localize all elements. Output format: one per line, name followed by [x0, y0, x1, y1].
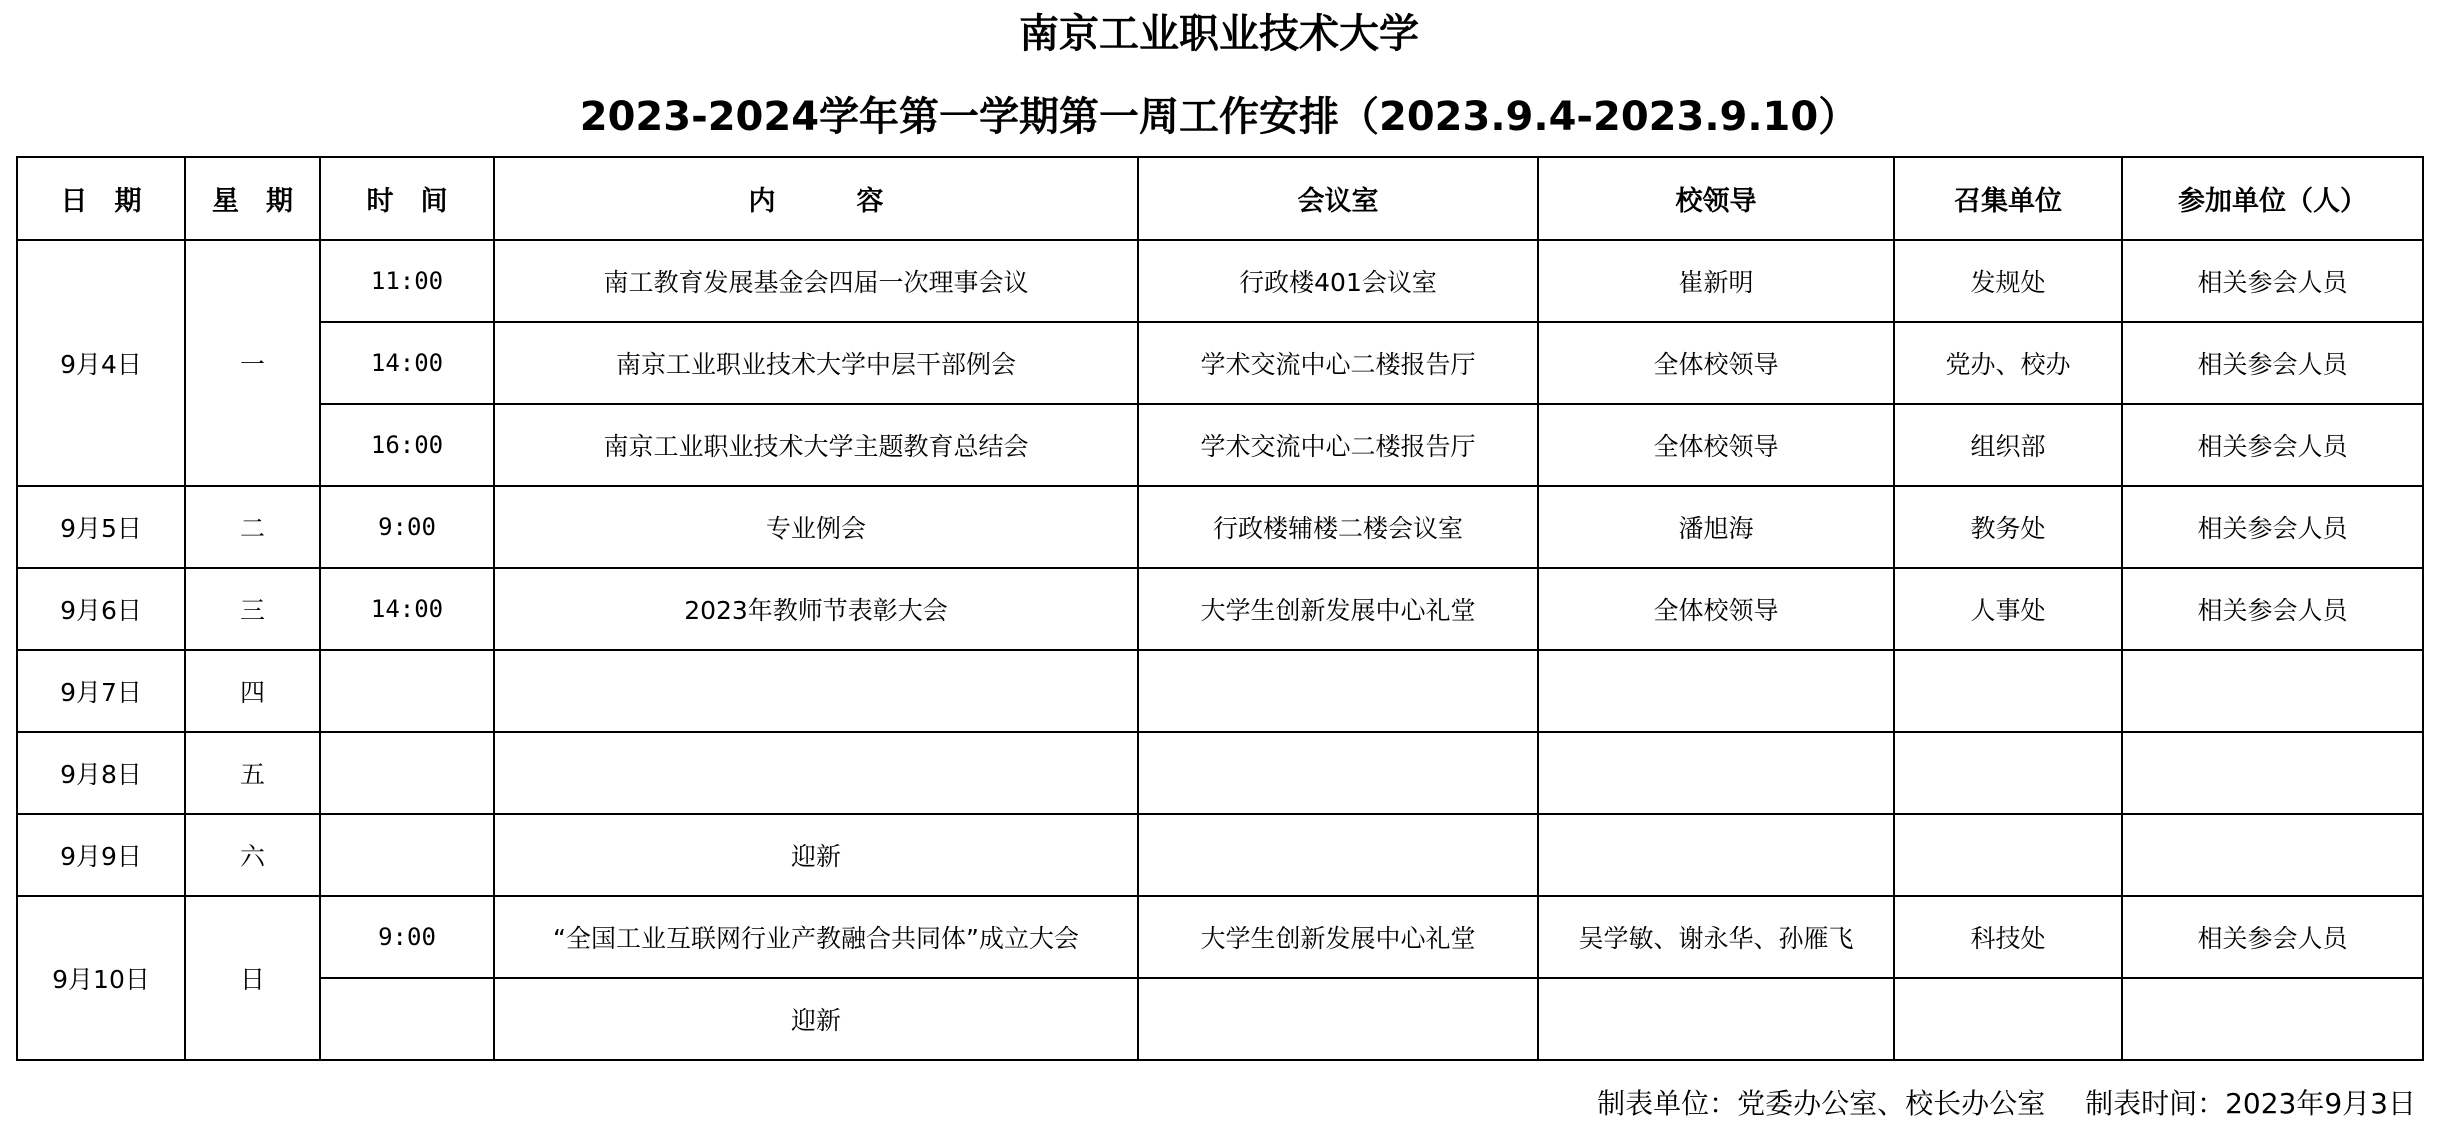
weekday-cell: 一	[185, 240, 320, 486]
content-cell: 南京工业职业技术大学主题教育总结会	[494, 404, 1138, 486]
content-cell: 2023年教师节表彰大会	[494, 568, 1138, 650]
table-row	[17, 978, 2423, 1060]
footer	[1587, 1082, 2416, 1122]
footer-unit-label: 制表单位：	[1597, 1087, 1738, 1120]
time-cell: 14:00	[320, 322, 494, 404]
time-cell: 14:00	[320, 568, 494, 650]
participants-cell	[2122, 732, 2423, 814]
room-cell	[1138, 732, 1538, 814]
time-cell	[320, 978, 494, 1060]
room-cell: 大学生创新发展中心礼堂	[1138, 568, 1538, 650]
schedule-body	[17, 240, 2423, 1060]
room-cell	[1138, 814, 1538, 896]
content-cell: 迎新	[494, 814, 1138, 896]
column-header-convener: 召集单位	[1894, 157, 2122, 240]
schedule-table	[16, 156, 2424, 1061]
date-cell: 9月8日	[17, 732, 185, 814]
date-cell: 9月6日	[17, 568, 185, 650]
date-cell: 9月9日	[17, 814, 185, 896]
table-row	[17, 322, 2423, 404]
table-row	[17, 732, 2423, 814]
convener-cell	[1894, 814, 2122, 896]
leader-cell: 崔新明	[1538, 240, 1894, 322]
column-header-weekday: 星 期	[185, 157, 320, 240]
participants-cell: 相关参会人员	[2122, 240, 2423, 322]
content-cell: 专业例会	[494, 486, 1138, 568]
time-cell: 16:00	[320, 404, 494, 486]
room-cell	[1138, 650, 1538, 732]
leader-cell	[1538, 650, 1894, 732]
weekday-cell: 六	[185, 814, 320, 896]
column-header-content: 内 容	[494, 157, 1138, 240]
leader-cell	[1538, 978, 1894, 1060]
footer-time-value: 2023年9月3日	[2225, 1087, 2416, 1120]
content-cell	[494, 732, 1138, 814]
leader-cell: 全体校领导	[1538, 322, 1894, 404]
content-cell: 南工教育发展基金会四届一次理事会议	[494, 240, 1138, 322]
date-cell: 9月4日	[17, 240, 185, 486]
table-row	[17, 896, 2423, 978]
column-header-date: 日 期	[17, 157, 185, 240]
room-cell: 行政楼辅楼二楼会议室	[1138, 486, 1538, 568]
weekday-cell: 四	[185, 650, 320, 732]
table-row	[17, 814, 2423, 896]
participants-cell: 相关参会人员	[2122, 486, 2423, 568]
room-cell: 学术交流中心二楼报告厅	[1138, 404, 1538, 486]
leader-cell	[1538, 814, 1894, 896]
column-header-leader: 校领导	[1538, 157, 1894, 240]
participants-cell: 相关参会人员	[2122, 404, 2423, 486]
convener-cell: 科技处	[1894, 896, 2122, 978]
date-cell: 9月5日	[17, 486, 185, 568]
date-cell: 9月7日	[17, 650, 185, 732]
content-cell: 迎新	[494, 978, 1138, 1060]
convener-cell: 组织部	[1894, 404, 2122, 486]
content-cell: “全国工业互联网行业产教融合共同体”成立大会	[494, 896, 1138, 978]
time-cell	[320, 732, 494, 814]
table-header-row	[17, 157, 2423, 240]
convener-cell: 发规处	[1894, 240, 2122, 322]
room-cell: 学术交流中心二楼报告厅	[1138, 322, 1538, 404]
column-header-time: 时 间	[320, 157, 494, 240]
leader-cell: 全体校领导	[1538, 568, 1894, 650]
time-cell: 9:00	[320, 486, 494, 568]
convener-cell	[1894, 732, 2122, 814]
table-row	[17, 568, 2423, 650]
content-cell	[494, 650, 1138, 732]
time-cell	[320, 650, 494, 732]
room-cell	[1138, 978, 1538, 1060]
footer-time-label: 制表时间：	[2085, 1087, 2226, 1120]
weekday-cell: 三	[185, 568, 320, 650]
table-row	[17, 486, 2423, 568]
weekday-cell: 日	[185, 896, 320, 1060]
participants-cell: 相关参会人员	[2122, 896, 2423, 978]
convener-cell: 教务处	[1894, 486, 2122, 568]
convener-cell	[1894, 978, 2122, 1060]
participants-cell	[2122, 650, 2423, 732]
convener-cell: 人事处	[1894, 568, 2122, 650]
leader-cell: 潘旭海	[1538, 486, 1894, 568]
column-header-participants: 参加单位（人）	[2122, 157, 2423, 240]
column-header-room: 会议室	[1138, 157, 1538, 240]
participants-cell	[2122, 978, 2423, 1060]
table-row	[17, 404, 2423, 486]
table-row	[17, 240, 2423, 322]
participants-cell: 相关参会人员	[2122, 568, 2423, 650]
document-subtitle: 2023-2024学年第一学期第一周工作安排（2023.9.4-2023.9.10）	[579, 94, 1859, 140]
document-title: 南京工业职业技术大学	[1019, 11, 1419, 57]
date-cell: 9月10日	[17, 896, 185, 1060]
participants-cell: 相关参会人员	[2122, 322, 2423, 404]
content-cell: 南京工业职业技术大学中层干部例会	[494, 322, 1138, 404]
time-cell: 11:00	[320, 240, 494, 322]
leader-cell: 吴学敏、谢永华、孙雁飞	[1538, 896, 1894, 978]
table-row	[17, 650, 2423, 732]
convener-cell	[1894, 650, 2122, 732]
leader-cell: 全体校领导	[1538, 404, 1894, 486]
participants-cell	[2122, 814, 2423, 896]
weekday-cell: 五	[185, 732, 320, 814]
footer-unit-value: 党委办公室、校长办公室	[1737, 1087, 2046, 1120]
room-cell: 大学生创新发展中心礼堂	[1138, 896, 1538, 978]
leader-cell	[1538, 732, 1894, 814]
time-cell: 9:00	[320, 896, 494, 978]
convener-cell: 党办、校办	[1894, 322, 2122, 404]
time-cell	[320, 814, 494, 896]
weekday-cell: 二	[185, 486, 320, 568]
room-cell: 行政楼401会议室	[1138, 240, 1538, 322]
